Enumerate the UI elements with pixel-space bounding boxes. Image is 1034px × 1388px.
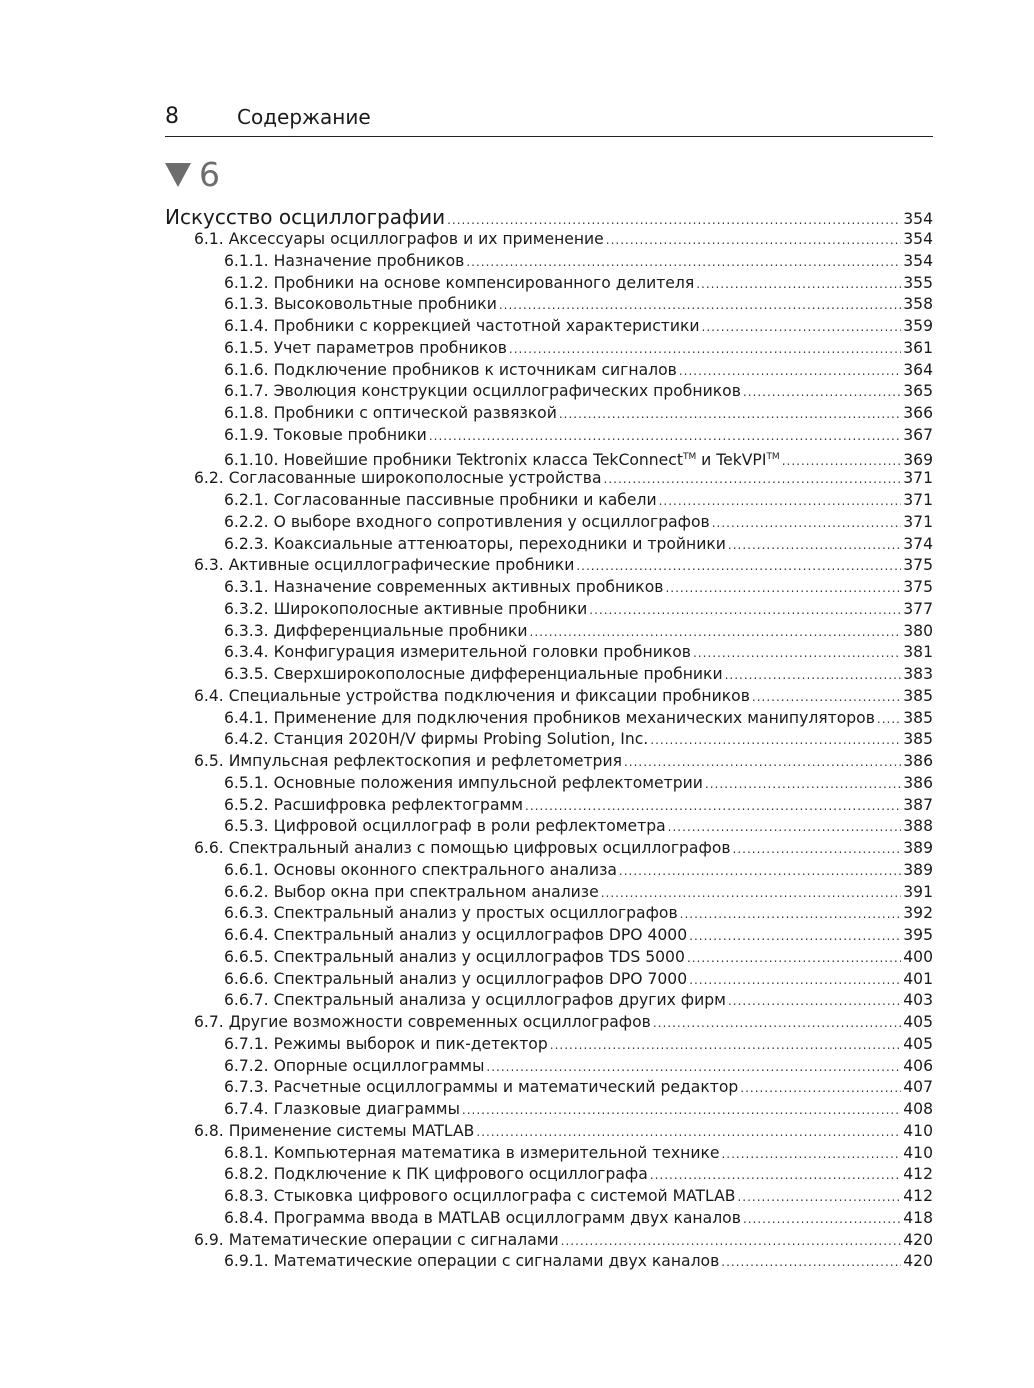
toc-entry (165, 947, 933, 969)
toc-entry-title (194, 468, 602, 490)
toc-entry-title-text: 6.2.1. Согласованные пассивные пробники и кабели (224, 491, 657, 509)
toc-entry (165, 925, 933, 947)
toc-entry (165, 969, 933, 991)
toc-entry (165, 577, 933, 599)
toc-entry-title (224, 969, 687, 991)
toc-entry (165, 1143, 933, 1165)
toc-entry-page: 412 (903, 1187, 933, 1205)
toc-entry (165, 795, 933, 817)
toc-entry-title (224, 316, 700, 338)
toc-entry (165, 729, 933, 751)
dot-leader (725, 665, 902, 687)
toc-entry-page: 383 (903, 665, 933, 683)
toc-entry-title-text: 6.5.1. Основные положения импульсной рефлектометрии (224, 773, 703, 792)
toc-entry (165, 642, 933, 664)
toc-entry-title-text: 6.7. Другие возможности современных осциллографов (194, 1013, 651, 1031)
toc-entry (165, 1077, 933, 1099)
toc-entry-title-text: 6.5. Импульсная рефлектоскопия и рефлетометрия (194, 752, 622, 770)
toc-entry-page: 361 (903, 338, 933, 357)
dot-leader (466, 252, 901, 274)
toc-entry-page: 403 (903, 991, 933, 1010)
toc-entry-title-text: 6.6.5. Спектральный анализ у осциллографов TDS 5000 (224, 947, 685, 966)
toc-entry-title-text: Искусство осциллографии (165, 205, 446, 229)
toc-entry-title (224, 1164, 648, 1186)
toc-entry-title-text: 6.6.7. Спектральный анализа у осциллографов других фирм (224, 991, 726, 1010)
page-number: 8 (165, 104, 179, 129)
toc-entry-title (224, 403, 557, 425)
dot-leader (659, 491, 902, 513)
toc-entry-title-text: 6.8.1. Компьютерная математика в измерительной технике (224, 1143, 720, 1162)
toc-entry-title (194, 686, 750, 708)
toc-entry-page: 401 (903, 969, 933, 988)
dot-leader (743, 382, 901, 404)
toc-entry-page: 407 (903, 1078, 933, 1097)
toc-entry-title-text: 6.7.4. Глазковые диаграммы (224, 1100, 460, 1118)
toc-entry-title-text: 6.3.4. Конфигурация измерительной головки пробников (224, 643, 691, 662)
toc-entry (165, 273, 933, 295)
chapter-number: 6 (199, 155, 220, 194)
toc-entry-title-text: 6.8.2. Подключение к ПК цифрового осциллографа (224, 1165, 648, 1184)
running-header (165, 100, 933, 137)
toc-entry-title-text: 6.3.5. Сверхширокополосные дифференциальные пробники (224, 665, 723, 683)
dot-leader (601, 883, 902, 905)
toc-entry-page: 369 (903, 450, 933, 469)
toc-entry (165, 990, 933, 1012)
toc-entry (165, 534, 933, 556)
toc-entry-page: 354 (903, 210, 933, 228)
toc-entry (165, 1012, 933, 1034)
toc-entry-title-text: 6.6.2. Выбор окна при спектральном анализе (224, 882, 599, 901)
toc-entry-title-text: 6.1.7. Эволюция конструкции осциллографических пробников (224, 382, 741, 401)
toc-entry-title (194, 555, 574, 577)
toc-entry-title-text: 6.1.5. Учет параметров пробников (224, 338, 507, 357)
toc-entry-title (224, 294, 497, 316)
toc-entry-page: 388 (903, 817, 933, 836)
toc-entry-title-text: 6.9.1. Математические операции с сигналами двух каналов (224, 1252, 720, 1271)
toc-entry-page: 375 (903, 578, 933, 596)
toc-entry-title (224, 338, 507, 360)
dot-leader (702, 317, 902, 339)
toc-entry-page: 395 (903, 926, 933, 944)
toc-entry (165, 751, 933, 773)
dot-leader (712, 513, 902, 535)
toc-entry-page: 377 (903, 599, 933, 618)
dot-leader (550, 1035, 901, 1057)
dot-leader (653, 1013, 901, 1035)
toc-entry (165, 294, 933, 316)
toc-entry-title (224, 903, 678, 925)
toc-entry-title (224, 425, 427, 447)
dot-leader (462, 1100, 901, 1122)
toc-entry-page: 391 (903, 882, 933, 901)
toc-entry-page: 385 (903, 730, 933, 749)
toc-entry-title-text: 6.8. Применение системы MATLAB (194, 1121, 475, 1140)
toc-entry-page: 405 (903, 1013, 933, 1031)
toc-entry (165, 816, 933, 838)
triangle-down-icon (165, 163, 191, 187)
dot-leader (650, 730, 901, 752)
toc-entry-title (194, 229, 604, 251)
toc-entry (165, 1186, 933, 1208)
dot-leader (665, 578, 901, 600)
dot-leader (525, 796, 901, 818)
toc-entry-title (194, 1012, 651, 1034)
dot-leader (429, 426, 901, 448)
toc-entry-title (224, 925, 687, 947)
dot-leader (606, 230, 901, 252)
toc-entry-page: 418 (903, 1208, 933, 1227)
toc-entry-page: 389 (903, 860, 933, 879)
toc-entry-title (224, 642, 691, 664)
dot-leader (728, 535, 901, 557)
dot-leader (624, 752, 901, 774)
toc-entry-title-text: 6.9. Математические операции с сигналами (194, 1230, 559, 1249)
toc-entry-title-text: 6.1.9. Токовые пробники (224, 425, 427, 444)
toc-entry-title-text: 6.2. Согласованные широкополосные устройства (194, 469, 602, 488)
toc-entry-title-text: 6.1.6. Подключение пробников к источникам сигналов (224, 360, 677, 379)
dot-leader (728, 991, 901, 1013)
dot-leader (752, 687, 901, 709)
chapter-marker (165, 157, 220, 193)
toc-entry-page: 420 (903, 1252, 933, 1271)
toc-entry (165, 555, 933, 577)
toc-entry (165, 229, 933, 251)
toc-entry-page: 410 (903, 1121, 933, 1140)
toc-entry-title-text: 6.1.10. Новейшие пробники Tektronix класса TekConnect (224, 450, 683, 469)
toc-entry-page: 380 (903, 621, 933, 640)
dot-leader (576, 556, 901, 578)
toc-entry (165, 664, 933, 686)
toc-entry (165, 360, 933, 382)
toc-entry (165, 1230, 933, 1252)
toc-entry (165, 251, 933, 273)
dot-leader (877, 709, 901, 731)
toc-entry-page: 358 (903, 295, 933, 314)
toc-entry (165, 860, 933, 882)
toc-entry-page: 355 (903, 273, 933, 292)
toc-entry-title (224, 273, 694, 295)
toc-entry (165, 686, 933, 708)
toc-entry-title-text: 6.7.1. Режимы выборок и пик-детектор (224, 1034, 548, 1053)
toc-entry-title (224, 1099, 460, 1121)
toc-entry-page: 371 (903, 512, 933, 531)
toc-entry-page: 385 (903, 686, 933, 705)
toc-entry-title (224, 577, 663, 599)
dot-leader (530, 622, 902, 644)
toc-entry-title (224, 1143, 719, 1165)
toc-entry (165, 338, 933, 360)
toc-entry (165, 599, 933, 621)
toc-entry-page: 359 (903, 317, 933, 335)
toc-entry-title-text: 6.5.3. Цифровой осциллограф в роли рефлектометра (224, 817, 666, 836)
toc-entry-title (194, 1230, 559, 1252)
toc-entry (165, 1251, 933, 1273)
toc-entry-title-text: 6.6.3. Спектральный анализ у простых осциллографов (224, 904, 678, 923)
dot-leader (668, 817, 902, 839)
toc-entry-title (224, 534, 726, 556)
toc-entry-page: 400 (903, 947, 933, 966)
toc-entry-page: 420 (903, 1230, 933, 1249)
dot-leader (559, 404, 901, 426)
toc-entry-title (224, 708, 875, 730)
toc-entry-title-text: 6.4.1. Применение для подключения пробников механических манипуляторов (224, 708, 875, 727)
toc-entry (165, 425, 933, 447)
toc-entry-title (224, 599, 587, 621)
toc-entry-title-text: 6.6.6. Спектральный анализ у осциллографов DPO 7000 (224, 969, 688, 988)
table-of-contents (165, 205, 933, 1273)
toc-entry (165, 903, 933, 925)
dot-leader (604, 469, 902, 491)
toc-entry (165, 1034, 933, 1056)
toc-entry-title (224, 381, 741, 403)
toc-entry-title-text: 6.3.2. Широкополосные активные пробники (224, 599, 588, 618)
toc-entry (165, 1121, 933, 1143)
toc-entry-page: 371 (903, 491, 933, 509)
dot-leader (679, 361, 901, 383)
toc-entry (165, 1208, 933, 1230)
toc-entry-title-text: 6.2.3. Коаксиальные аттенюаторы, переходники и тройники (224, 534, 726, 553)
dot-leader (705, 774, 901, 796)
toc-entry (165, 512, 933, 534)
toc-entry-title-text: и TekVPI (696, 450, 767, 469)
toc-entry-page: 371 (903, 469, 933, 488)
dot-leader (721, 1252, 901, 1274)
toc-entry-page: 386 (903, 752, 933, 770)
toc-entry-title (224, 729, 648, 751)
toc-entry-title-text: 6.4. Специальные устройства подключения и фиксации пробников (194, 686, 750, 705)
toc-entry-title (224, 947, 685, 969)
toc-entry-title-text: 6.6.1. Основы оконного спектрального анализа (224, 860, 617, 879)
toc-entry-page: 366 (903, 404, 933, 422)
toc-entry-title (224, 1186, 735, 1208)
toc-entry (165, 381, 933, 403)
toc-entry (165, 882, 933, 904)
toc-entry-title (224, 490, 657, 512)
toc-entry-title-text: 6.8.3. Стыковка цифрового осциллографа с системой MATLAB (224, 1187, 736, 1205)
toc-entry (165, 1164, 933, 1186)
toc-entry-title (224, 1034, 548, 1056)
toc-entry-page: 375 (903, 556, 933, 575)
toc-entry-page: 410 (903, 1143, 933, 1162)
toc-entry-title-text: 6.1.3. Высоковольтные пробники (224, 295, 497, 314)
toc-entry-title (194, 751, 622, 773)
toc-entry-title (194, 1121, 474, 1143)
dot-leader (737, 1187, 901, 1209)
dot-leader (680, 904, 902, 926)
toc-entry (165, 447, 933, 469)
toc-entry-title (165, 205, 445, 229)
toc-entry-title-text: 6.7.2. Опорные осциллограммы (224, 1056, 485, 1075)
toc-entry-title-text: 6.1.2. Пробники на основе компенсированного делителя (224, 273, 695, 292)
toc-entry-title (224, 860, 617, 882)
toc-entry-title-text: 6.1. Аксессуары осциллографов и их применение (194, 230, 604, 248)
toc-entry-title (224, 882, 599, 904)
dot-leader (561, 1231, 902, 1253)
dot-leader (486, 1057, 901, 1079)
toc-entry-page: 392 (903, 904, 933, 923)
toc-entry-page: 406 (903, 1056, 933, 1075)
dot-leader (693, 643, 901, 665)
trademark-sup: TM (766, 451, 780, 462)
dot-leader (740, 1078, 901, 1100)
toc-entry (165, 621, 933, 643)
toc-entry-title-text: 6.4.2. Станция 2020H/V фирмы Probing Solution, Inc. (224, 730, 649, 749)
toc-entry-page: 385 (903, 708, 933, 727)
toc-entry-page: 381 (903, 643, 933, 662)
toc-entry-page: 389 (903, 839, 933, 857)
toc-entry-page: 354 (903, 251, 933, 270)
toc-entry-title-text: 6.8.4. Программа ввода в MATLAB осциллограмм двух каналов (224, 1208, 741, 1227)
toc-entry-title (224, 512, 710, 534)
dot-leader (619, 861, 901, 883)
toc-entry-page: 412 (903, 1165, 933, 1184)
toc-entry-page: 386 (903, 773, 933, 792)
toc-entry (165, 205, 933, 229)
toc-entry (165, 1099, 933, 1121)
toc-entry-title (224, 990, 726, 1012)
dot-leader (696, 274, 901, 296)
dot-leader (589, 600, 901, 622)
toc-entry-title-text: 6.6. Спектральный анализ с помощью цифровых осциллографов (194, 839, 731, 857)
running-title: Содержание (237, 105, 371, 129)
toc-entry-title-text: 6.3.3. Дифференциальные пробники (224, 621, 528, 640)
dot-leader (509, 339, 901, 361)
dot-leader (687, 948, 901, 970)
toc-entry-page: 374 (903, 534, 933, 553)
dot-leader (476, 1122, 901, 1144)
toc-entry-page: 387 (903, 795, 933, 814)
toc-entry-title (224, 251, 464, 273)
toc-entry (165, 468, 933, 490)
dot-leader (499, 295, 901, 317)
dot-leader (650, 1165, 901, 1187)
dot-leader (721, 1144, 901, 1166)
toc-entry (165, 1056, 933, 1078)
toc-entry-title (224, 1077, 738, 1099)
dot-leader (743, 1209, 901, 1231)
toc-entry-title-text: 6.1.1. Назначение пробников (224, 251, 465, 270)
toc-entry-page: 354 (903, 230, 933, 248)
toc-entry-title (224, 1251, 719, 1273)
toc-entry-page: 405 (903, 1034, 933, 1053)
toc-entry-title (224, 360, 677, 382)
dot-leader (733, 839, 902, 861)
toc-entry-title-text: 6.1.4. Пробники с коррекцией частотной характеристики (224, 317, 700, 335)
toc-entry (165, 773, 933, 795)
toc-entry-title (224, 664, 723, 686)
toc-entry-page: 367 (903, 425, 933, 444)
dot-leader (689, 970, 901, 992)
toc-entry-title-text: 6.3.1. Назначение современных активных пробников (224, 578, 664, 596)
dot-leader (689, 926, 901, 948)
toc-entry-title-text: 6.2.2. О выборе входного сопротивления у осциллографов (224, 512, 710, 531)
toc-entry-title (194, 838, 731, 860)
toc-entry (165, 838, 933, 860)
toc-entry-title-text: 6.3. Активные осциллографические пробники (194, 556, 575, 575)
toc-entry-page: 364 (903, 360, 933, 379)
trademark-sup: TM (682, 451, 697, 462)
toc-entry (165, 490, 933, 512)
toc-entry-title (224, 621, 528, 643)
toc-entry-title-text: 6.6.4. Спектральный анализ у осциллографов DPO 4000 (224, 926, 688, 944)
toc-entry (165, 316, 933, 338)
toc-entry (165, 403, 933, 425)
toc-entry-title (224, 1208, 741, 1230)
toc-entry-title-text: 6.7.3. Расчетные осциллограммы и математический редактор (224, 1078, 739, 1097)
toc-entry (165, 708, 933, 730)
toc-entry-page: 365 (903, 382, 933, 401)
toc-entry-title (224, 795, 523, 817)
toc-entry-title (224, 1056, 484, 1078)
toc-entry-title (224, 773, 703, 795)
toc-entry-title-text: 6.1.8. Пробники с оптической развязкой (224, 404, 557, 422)
toc-entry-title-text: 6.5.2. Расшифровка рефлектограмм (224, 795, 524, 814)
toc-entry-title (224, 816, 666, 838)
toc-entry-page: 408 (903, 1100, 933, 1118)
